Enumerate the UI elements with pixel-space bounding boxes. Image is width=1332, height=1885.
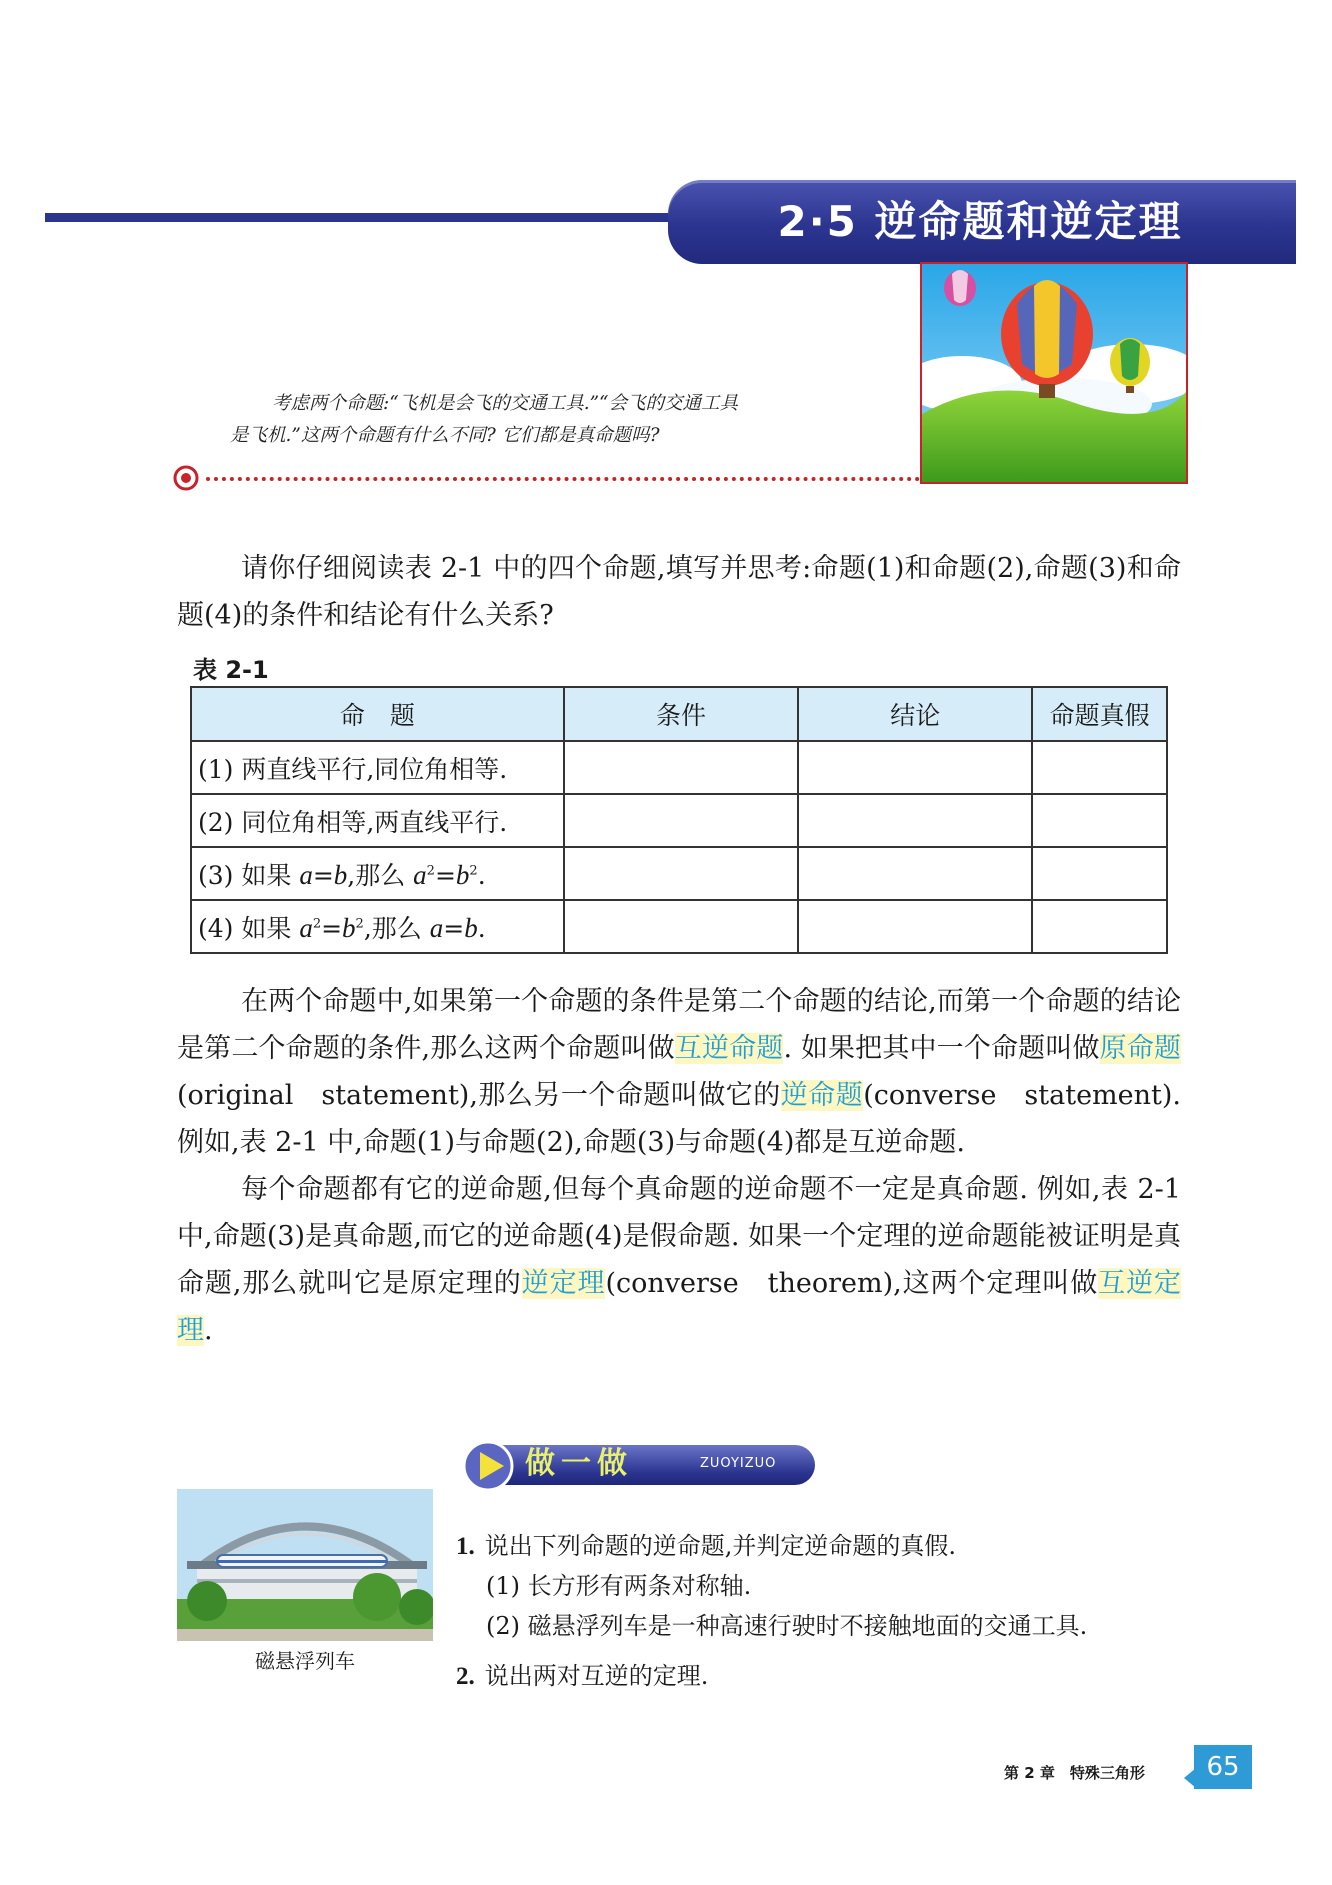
term-mutual-converse-propositions: 互逆命题: [674, 1033, 784, 1064]
condition-cell[interactable]: [564, 847, 798, 900]
train-icon: [217, 1555, 387, 1567]
table-header-row: [191, 687, 1167, 741]
table-row: [191, 794, 1167, 847]
exercise-2: 2. 说出两对互逆的定理.: [456, 1662, 709, 1690]
truth-cell[interactable]: [1032, 847, 1167, 900]
table-row: [191, 900, 1167, 953]
col-header-truth: 命题真假: [1032, 687, 1167, 741]
distant-balloon-icon: [944, 270, 976, 306]
table-caption: 表 2-1: [193, 656, 269, 684]
hot-air-balloon-image: [920, 262, 1188, 484]
dotted-divider: [206, 477, 920, 481]
col-header-condition: 条件: [564, 687, 798, 741]
condition-cell[interactable]: [564, 794, 798, 847]
proposition-cell: (2) 同位角相等,两直线平行.: [191, 794, 564, 847]
table-row: [191, 847, 1167, 900]
intro-line-2: 是飞机.”这两个命题有什么不同? 它们都是真命题吗?: [230, 425, 660, 446]
propositions-table: [190, 686, 1168, 954]
section-title: 2·5 逆命题和逆定理: [777, 197, 1183, 246]
activity-subtitle: ZUOYIZUO: [700, 1456, 777, 1471]
proposition-cell: (4) 如果 $a^2=b^2$,那么 a=b.: [191, 900, 564, 953]
reading-instruction: [177, 545, 1181, 639]
play-arrow-icon: [462, 1440, 516, 1492]
condition-cell[interactable]: [564, 741, 798, 794]
intro-question: [230, 388, 890, 452]
col-header-proposition: 命 题: [191, 687, 564, 741]
paragraph-3: 每个命题都有它的逆命题,但每个真命题的逆命题不一定是真命题. 例如,表 2-1 中,命题(3)是真命题,而它的逆命题(4)是假命题. 如果一个定理的逆命题能被证明是真命题,那么就叫它是原定理的逆定理(converse theorem),这两个定理叫做互逆定理.: [177, 1174, 1182, 1346]
paragraph-2: 在两个命题中,如果第一个命题的条件是第二个命题的结论,而第一个命题的结论是第二个命题的条件,那么这两个命题叫做互逆命题. 如果把其中一个命题叫做原命题(original statement),那么另一个命题叫做它的逆命题(converse statement). 例如,表 2-1 中,命题(1)与命题(2),命题(3)与命题(4)都是互逆命题.: [177, 986, 1182, 1158]
page-number: 65: [1194, 1745, 1252, 1789]
exercise-1-part-2: (2) 磁悬浮列车是一种高速行驶时不接触地面的交通工具.: [486, 1612, 1088, 1640]
proposition-cell: (3) 如果 a=b,那么 $a^2=b^2$.: [191, 847, 564, 900]
conclusion-cell[interactable]: [798, 741, 1032, 794]
table-row: [191, 741, 1167, 794]
activity-title: 做一做: [525, 1446, 633, 1481]
paragraph-1: 请你仔细阅读表 2-1 中的四个命题,填写并思考:命题(1)和命题(2),命题(3)和命题(4)的条件和结论有什么关系?: [177, 553, 1181, 631]
truth-cell[interactable]: [1032, 900, 1167, 953]
conclusion-cell[interactable]: [798, 900, 1032, 953]
header-rule: [45, 213, 685, 222]
target-bullet-icon: [173, 465, 199, 491]
term-original-proposition: 原命题: [1099, 1033, 1182, 1064]
intro-line-1: 考虑两个命题:“飞机是会飞的交通工具.”“会飞的交通工具: [272, 393, 738, 414]
condition-cell[interactable]: [564, 900, 798, 953]
maglev-train-image: [177, 1489, 433, 1641]
exercise-1: 1. 说出下列命题的逆命题,并判定逆命题的真假.: [456, 1532, 957, 1560]
conclusion-cell[interactable]: [798, 847, 1032, 900]
truth-cell[interactable]: [1032, 794, 1167, 847]
col-header-conclusion: 结论: [798, 687, 1032, 741]
conclusion-cell[interactable]: [798, 794, 1032, 847]
term-converse-proposition: 逆命题: [780, 1080, 864, 1111]
definition-block: [177, 978, 1181, 1354]
train-image-caption: 磁悬浮列车: [255, 1649, 355, 1673]
term-mutual-converse-theorems: 互逆定理: [177, 1268, 1182, 1346]
term-converse-theorem: 逆定理: [521, 1268, 606, 1299]
exercise-1-part-1: (1) 长方形有两条对称轴.: [486, 1572, 752, 1600]
truth-cell[interactable]: [1032, 741, 1167, 794]
proposition-cell: (1) 两直线平行,同位角相等.: [191, 741, 564, 794]
chapter-label: 第 2 章 特殊三角形: [1004, 1764, 1145, 1782]
